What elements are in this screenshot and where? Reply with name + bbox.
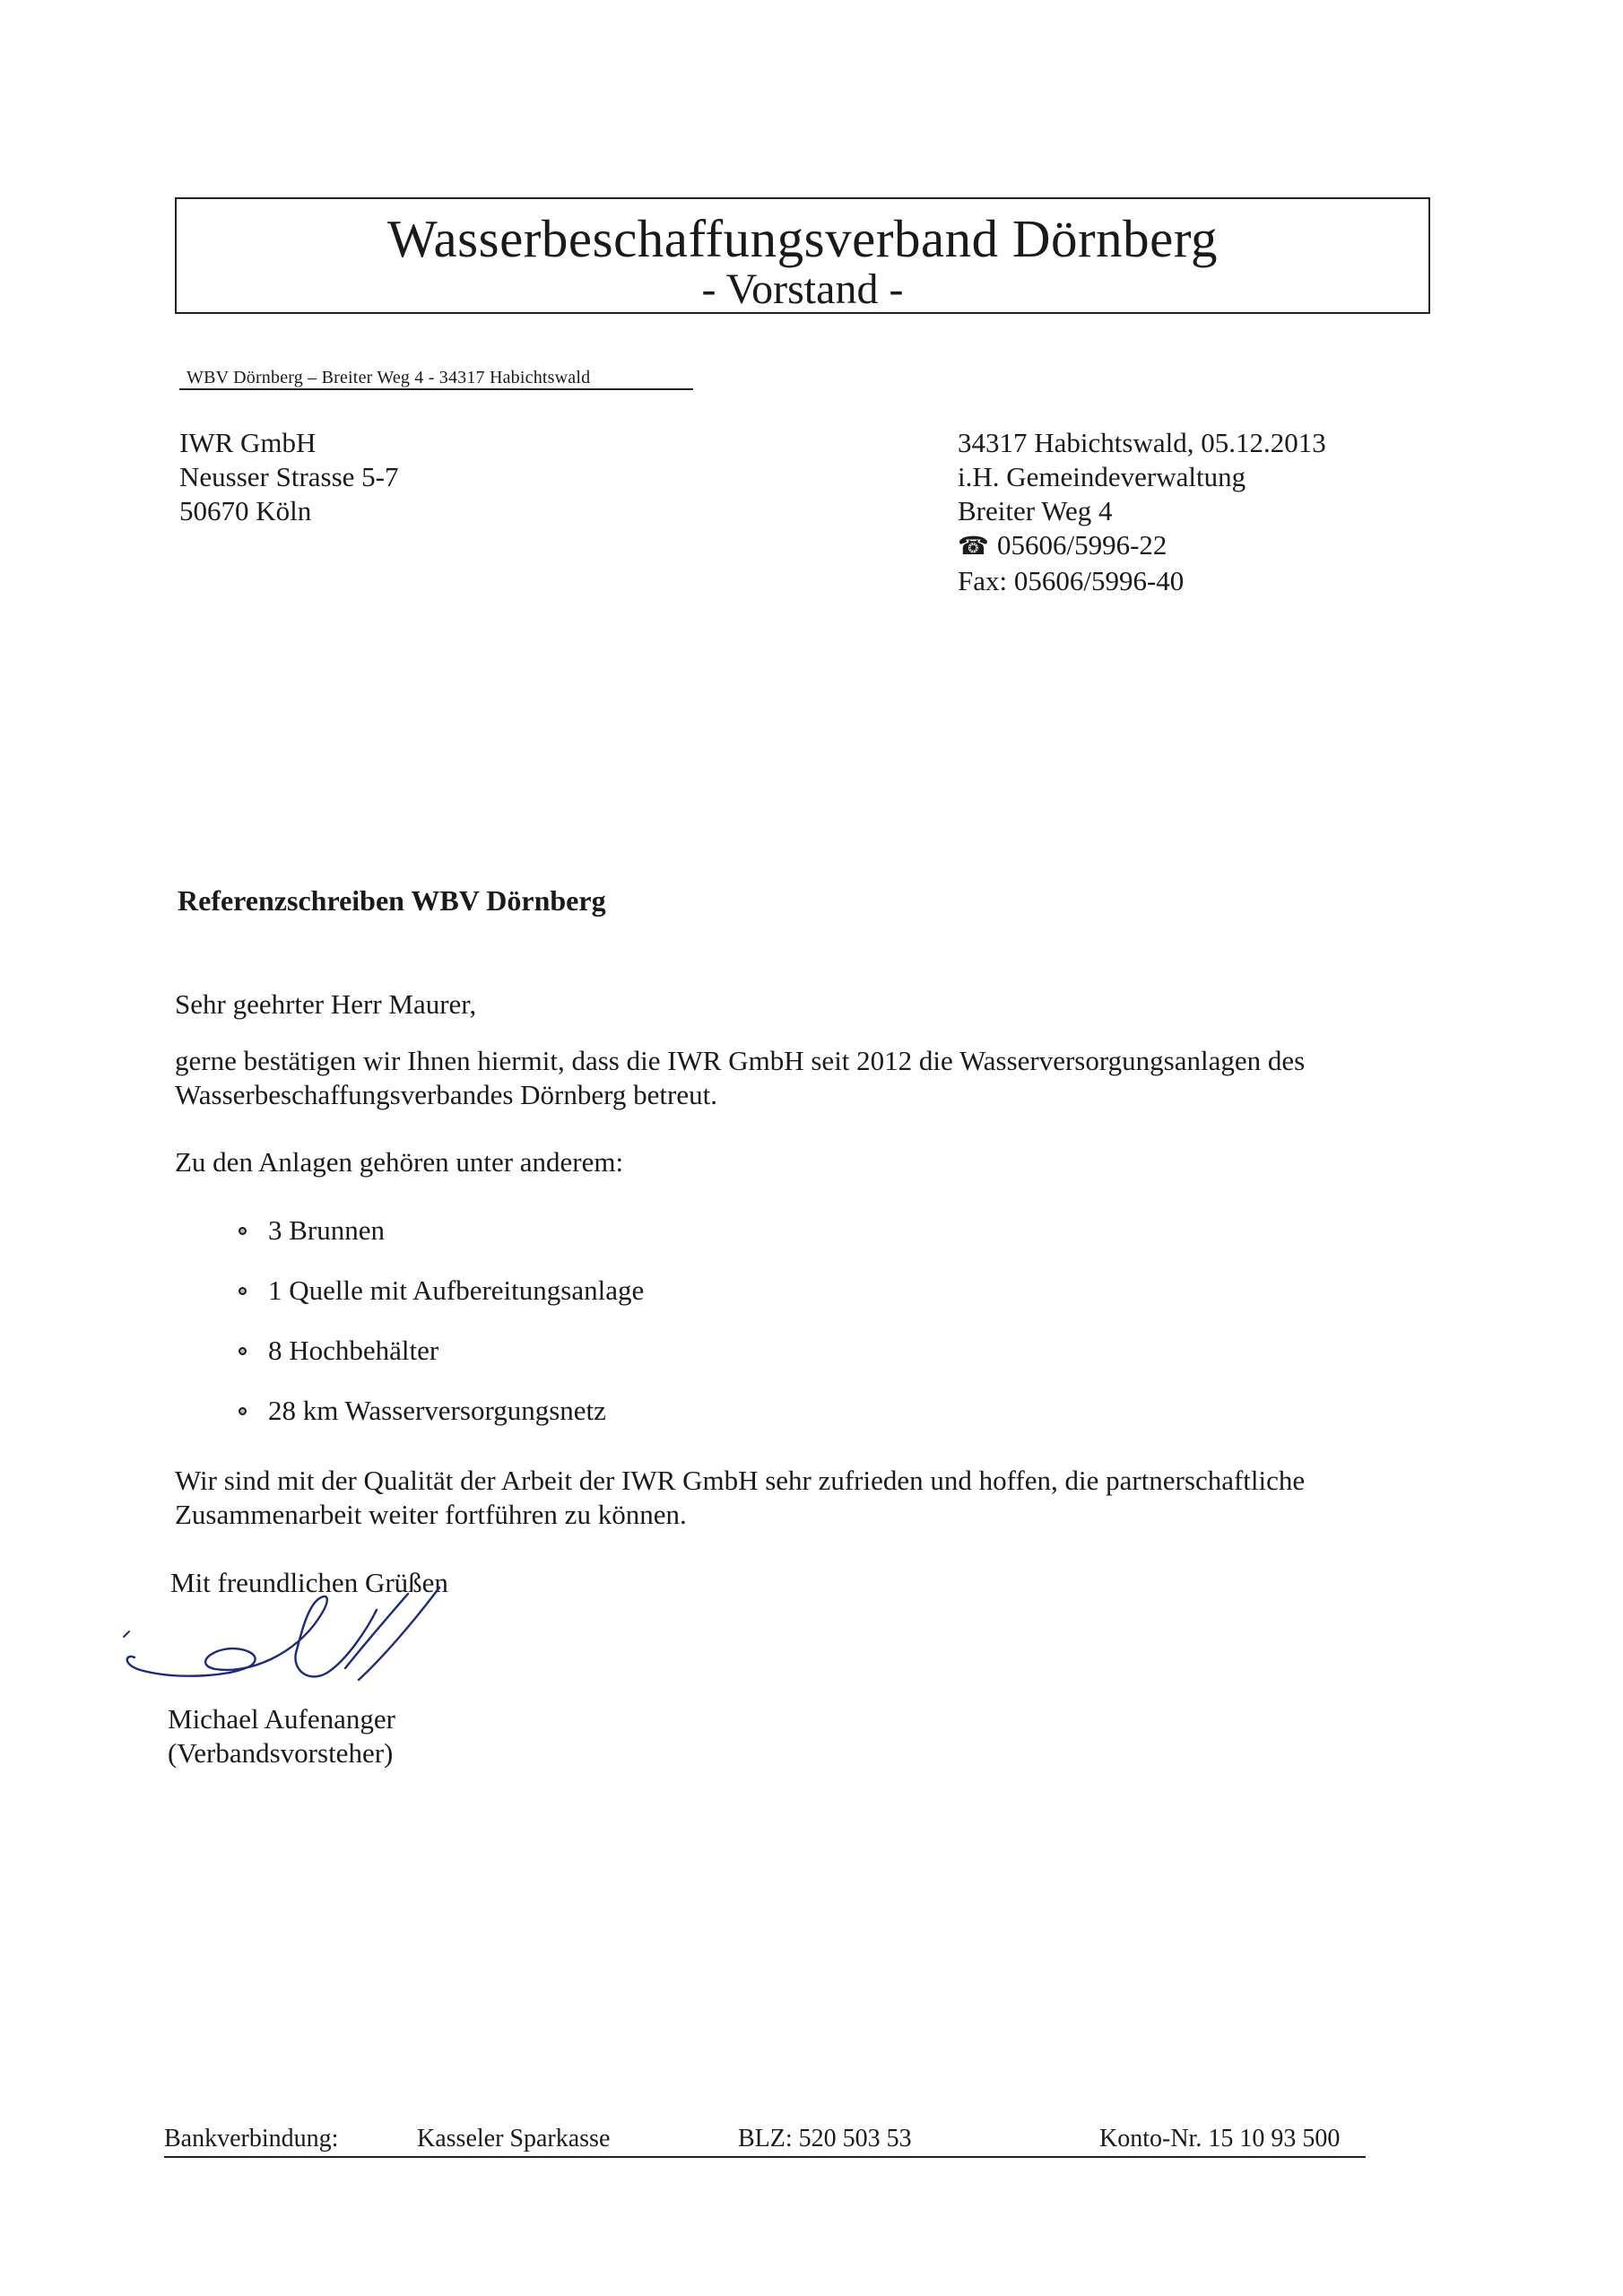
telephone-icon: ☎: [958, 533, 989, 561]
organization-name: Wasserbeschaffungsverband Dörnberg: [387, 209, 1218, 268]
list-item-text: 1 Quelle mit Aufbereitungsanlage: [268, 1274, 645, 1306]
bullet-icon: [239, 1407, 247, 1415]
bank-name: Kasseler Sparkasse: [417, 2125, 611, 2152]
fax-line: Fax: 05606/5996-40: [958, 565, 1185, 596]
letter-subject: Referenzschreiben WBV Dörnberg: [178, 884, 606, 917]
list-item: [236, 1394, 644, 1428]
body-paragraph-1: gerne bestätigen wir Ihnen hiermit, dass die IWR GmbH seit 2012 die Wasserversorgungsanlagen des Wasserbeschaffungsverbandes Dörnberg betreut.: [175, 1045, 1306, 1110]
list-item-text: 3 Brunnen: [268, 1214, 386, 1246]
salutation: Sehr geehrter Herr Maurer,: [175, 988, 477, 1020]
list-item: [236, 1334, 644, 1368]
account-number: Konto-Nr. 15 10 93 500: [1099, 2125, 1341, 2152]
footer-bank-details: [164, 2122, 1366, 2158]
phone-line: [958, 528, 1326, 564]
place-and-date: 34317 Habichtswald, 05.12.2013: [958, 427, 1326, 458]
body-paragraph-2: Zu den Anlagen gehören unter anderem:: [175, 1146, 624, 1178]
street-line: Breiter Weg 4: [958, 495, 1113, 526]
list-item-text: 8 Hochbehälter: [268, 1335, 439, 1366]
bullet-icon: [239, 1287, 247, 1295]
bullet-icon: [239, 1347, 247, 1355]
bank-label: Bankverbindung:: [164, 2125, 339, 2152]
phone-number: 05606/5996-22: [997, 529, 1167, 561]
list-item-text: 28 km Wasserversorgungsnetz: [268, 1395, 606, 1426]
recipient-address: [179, 426, 399, 528]
recipient-line: IWR GmbH: [179, 427, 317, 458]
sender-return-address: WBV Dörnberg – Breiter Weg 4 - 34317 Habichtswald: [179, 367, 693, 390]
facilities-list: [236, 1213, 644, 1454]
signer-role: (Verbandsvorsteher): [168, 1737, 394, 1769]
letterhead-subtitle: - Vorstand -: [701, 265, 904, 313]
signer-block: [168, 1702, 395, 1770]
bullet-icon: [239, 1227, 247, 1235]
body-paragraph-3: Wir sind mit der Qualität der Arbeit der IWR GmbH sehr zufrieden und hoffen, die partnerschaftliche Zusammenarbeit weiter fortführen zu können.: [175, 1465, 1306, 1530]
sender-contact-block: [958, 426, 1326, 598]
recipient-line: 50670 Köln: [179, 495, 312, 526]
list-item: [236, 1213, 644, 1248]
bank-code: BLZ: 520 503 53: [738, 2125, 912, 2152]
recipient-line: Neusser Strasse 5-7: [179, 461, 399, 492]
signer-name: Michael Aufenanger: [168, 1703, 395, 1735]
care-of-line: i.H. Gemeindeverwaltung: [958, 461, 1246, 492]
list-item: [236, 1274, 644, 1308]
letterhead-box: [175, 197, 1430, 314]
closing-formula: Mit freundlichen Grüßen: [170, 1567, 448, 1598]
